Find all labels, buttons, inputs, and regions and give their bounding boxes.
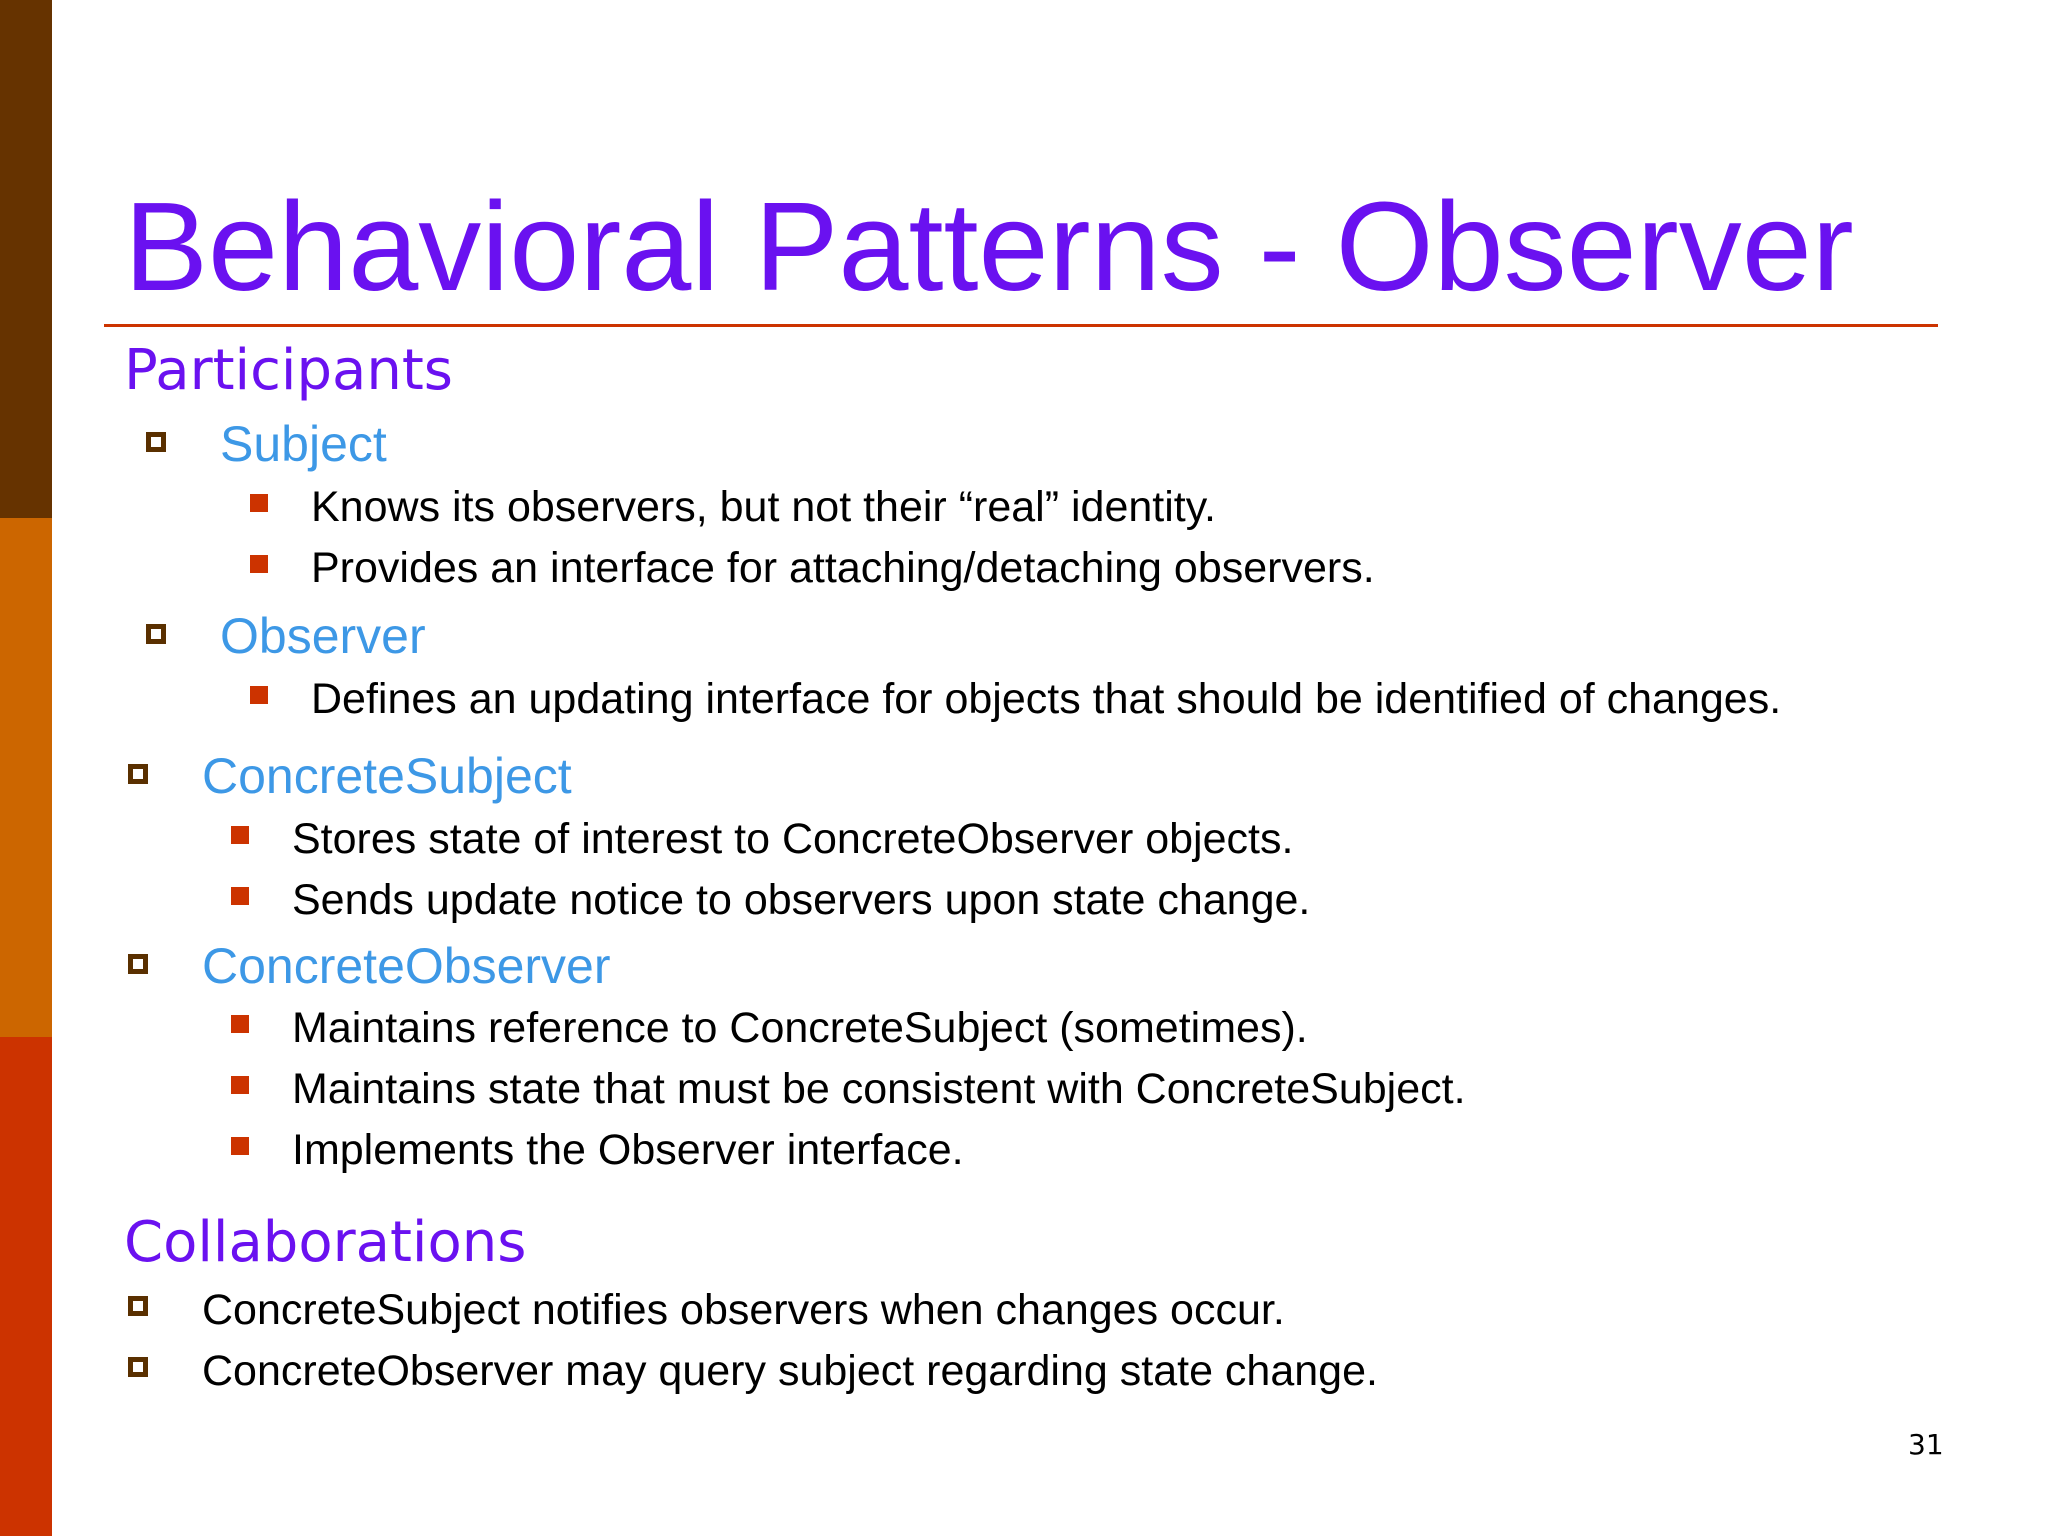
side-bar-orange-segment <box>0 518 52 1037</box>
slide-title: Behavioral Patterns - Observer <box>124 176 1854 317</box>
participants-heading: Participants <box>124 338 453 403</box>
title-divider <box>104 324 1938 327</box>
box-bullet-icon <box>128 764 148 784</box>
side-bar-red-segment <box>0 1037 52 1536</box>
square-bullet-icon <box>250 555 268 573</box>
square-bullet-icon <box>231 887 249 905</box>
participant-name: Observer <box>220 608 426 664</box>
box-bullet-icon <box>146 624 166 644</box>
square-bullet-icon <box>231 826 249 844</box>
participant-name: ConcreteObserver <box>202 938 611 994</box>
box-bullet-icon <box>128 1357 148 1377</box>
participant-bullet-text: Sends update notice to observers upon state change. <box>292 876 1311 924</box>
collaboration-text: ConcreteSubject notifies observers when changes occur. <box>202 1286 1285 1334</box>
side-bar-brown-segment <box>0 0 52 518</box>
participant-bullet-text: Stores state of interest to ConcreteObserver objects. <box>292 815 1294 863</box>
square-bullet-icon <box>231 1015 249 1033</box>
participant-bullet-text: Maintains state that must be consistent with ConcreteSubject. <box>292 1065 1466 1113</box>
participant-name: ConcreteSubject <box>202 748 572 804</box>
square-bullet-icon <box>250 494 268 512</box>
square-bullet-icon <box>231 1076 249 1094</box>
square-bullet-icon <box>231 1137 249 1155</box>
box-bullet-icon <box>128 954 148 974</box>
participant-bullet-text: Provides an interface for attaching/detaching observers. <box>311 544 1375 592</box>
participant-name: Subject <box>220 416 387 472</box>
page-number: 31 <box>1908 1428 1944 1461</box>
decorative-side-bar <box>0 0 52 1536</box>
box-bullet-icon <box>146 432 166 452</box>
collaborations-heading: Collaborations <box>124 1210 527 1275</box>
square-bullet-icon <box>250 686 268 704</box>
participant-bullet-text: Defines an updating interface for objects that should be identified of changes. <box>311 675 1782 723</box>
participant-bullet-text: Maintains reference to ConcreteSubject (sometimes). <box>292 1004 1308 1052</box>
participant-bullet-text: Implements the Observer interface. <box>292 1126 964 1174</box>
participant-bullet-text: Knows its observers, but not their “real” identity. <box>311 483 1216 531</box>
box-bullet-icon <box>128 1296 148 1316</box>
collaboration-text: ConcreteObserver may query subject regarding state change. <box>202 1347 1378 1395</box>
